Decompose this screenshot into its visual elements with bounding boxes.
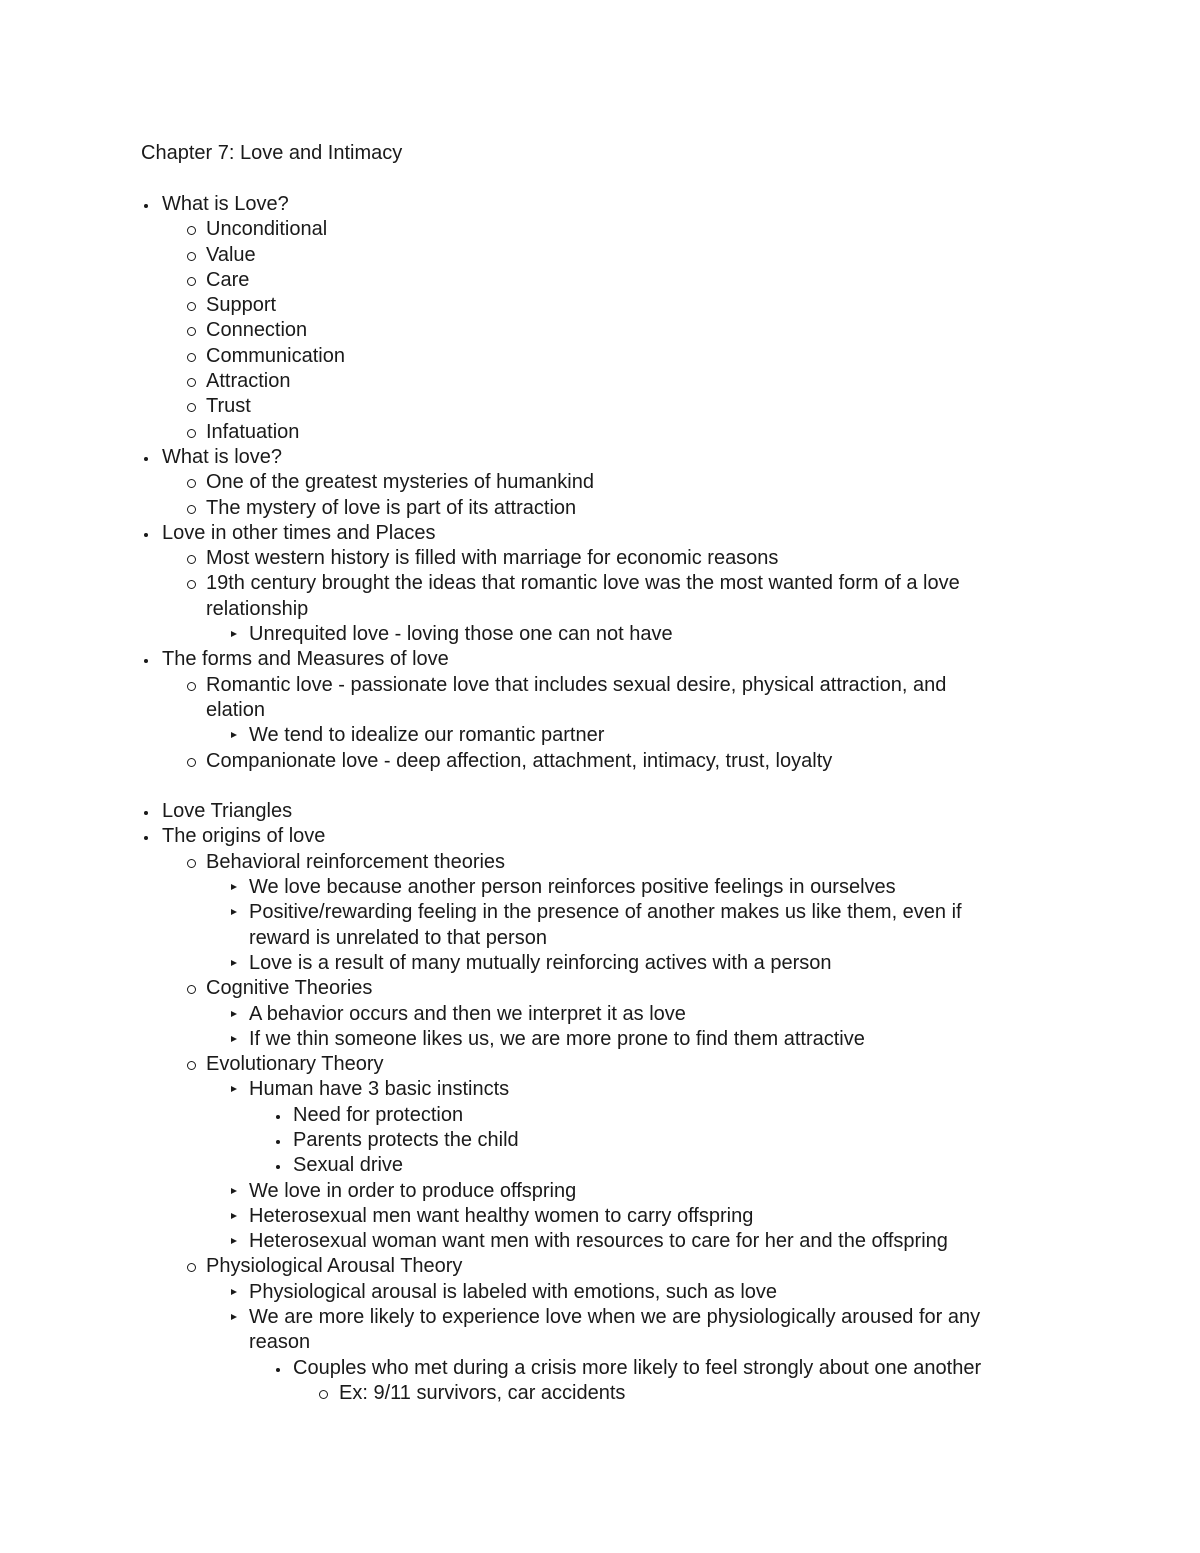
bullet-icon	[183, 850, 199, 875]
list-item	[0, 1153, 1200, 1178]
list-item-text: Behavioral reinforcement theories	[206, 850, 506, 873]
bullet-icon	[226, 951, 242, 976]
list-item-text: Heterosexual woman want men with resources to care for her and the offspring	[249, 1230, 948, 1253]
list-item	[0, 1229, 1200, 1254]
list-item-text: One of the greatest mysteries of humankind	[206, 471, 594, 494]
bullet-icon	[183, 673, 199, 698]
list-item	[0, 192, 1200, 217]
bullet-icon	[183, 243, 199, 268]
list-item-text: The mystery of love is part of its attraction	[206, 496, 577, 519]
bullet-icon	[226, 1077, 242, 1102]
list-item	[0, 926, 1200, 951]
list-item	[0, 470, 1200, 495]
list-item-text: Companionate love - deep affection, attachment, intimacy, trust, loyalty	[206, 749, 833, 772]
list-item	[0, 723, 1200, 748]
list-item	[0, 1128, 1200, 1153]
list-item	[0, 217, 1200, 242]
bullet-icon	[226, 1229, 242, 1254]
list-item	[0, 243, 1200, 268]
bullet-icon	[270, 1128, 286, 1153]
list-item	[0, 496, 1200, 521]
list-item	[0, 850, 1200, 875]
list-item	[0, 420, 1200, 445]
list-item	[0, 749, 1200, 774]
list-item-text: Need for protection	[293, 1103, 464, 1126]
list-item-text: Connection	[206, 319, 308, 342]
list-item	[0, 318, 1200, 343]
list-item-text: Positive/rewarding feeling in the presence of another makes us like them, even if	[249, 901, 962, 924]
list-item-text: Heterosexual men want healthy women to carry offspring	[249, 1204, 754, 1227]
list-item	[0, 900, 1200, 925]
bullet-icon	[226, 1280, 242, 1305]
bullet-icon	[138, 824, 154, 849]
list-item	[0, 394, 1200, 419]
list-item	[0, 1077, 1200, 1102]
list-item	[0, 647, 1200, 672]
list-item-text: We love because another person reinforces positive feelings in ourselves	[249, 876, 896, 899]
bullet-icon	[183, 470, 199, 495]
list-item-text: Love Triangles	[162, 800, 293, 823]
list-item	[0, 268, 1200, 293]
list-item-text: We love in order to produce offspring	[249, 1179, 577, 1202]
list-item-text: Ex: 9/11 survivors, car accidents	[339, 1381, 626, 1404]
bullet-icon	[226, 1179, 242, 1204]
bullet-icon	[270, 1356, 286, 1381]
list-item-text: Sexual drive	[293, 1154, 404, 1177]
list-item	[0, 1052, 1200, 1077]
bullet-icon	[183, 318, 199, 343]
list-item-text: Communication	[206, 344, 345, 367]
list-item	[0, 1204, 1200, 1229]
outline-list	[0, 192, 1200, 1406]
bullet-icon	[226, 875, 242, 900]
list-item-text: Infatuation	[206, 420, 300, 443]
list-item-text: A behavior occurs and then we interpret it as love	[249, 1002, 686, 1025]
bullet-icon	[183, 976, 199, 1001]
list-item	[0, 1002, 1200, 1027]
bullet-icon	[138, 647, 154, 672]
list-item-text: Physiological Arousal Theory	[206, 1255, 463, 1278]
bullet-icon	[226, 723, 242, 748]
list-item-text: Love in other times and Places	[162, 521, 436, 544]
list-item	[0, 1330, 1200, 1355]
bullet-icon	[183, 369, 199, 394]
list-item	[0, 824, 1200, 849]
list-item-text: We tend to idealize our romantic partner	[249, 724, 605, 747]
list-item	[0, 1027, 1200, 1052]
list-item	[0, 445, 1200, 470]
list-item-text: Parents protects the child	[293, 1128, 519, 1151]
list-item-text: The forms and Measures of love	[162, 648, 449, 671]
list-item-text: Romantic love - passionate love that includes sexual desire, physical attraction, and	[206, 673, 947, 696]
bullet-icon	[138, 799, 154, 824]
list-item-text: Unconditional	[206, 218, 328, 241]
list-item	[0, 673, 1200, 698]
bullet-icon	[226, 1027, 242, 1052]
list-item-text: Love is a result of many mutually reinforcing actives with a person	[249, 951, 832, 974]
bullet-icon	[226, 900, 242, 925]
list-item	[0, 951, 1200, 976]
bullet-icon	[138, 521, 154, 546]
list-item	[0, 1356, 1200, 1381]
list-item	[0, 1254, 1200, 1279]
list-item	[0, 875, 1200, 900]
bullet-icon	[183, 571, 199, 596]
list-item	[0, 369, 1200, 394]
list-item	[0, 1179, 1200, 1204]
list-item-text: Value	[206, 243, 256, 266]
bullet-icon	[183, 293, 199, 318]
list-item-text: If we thin someone likes us, we are more prone to find them attractive	[249, 1027, 865, 1050]
list-item-text: What is Love?	[162, 193, 289, 215]
bullet-icon	[183, 344, 199, 369]
list-item-text: What is love?	[162, 445, 283, 468]
list-item-text: Couples who met during a crisis more likely to feel strongly about one another	[293, 1356, 982, 1379]
list-item	[0, 622, 1200, 647]
list-item-text: Trust	[206, 395, 251, 418]
list-item	[0, 293, 1200, 318]
list-item	[0, 698, 1200, 723]
blank-line	[0, 774, 1200, 799]
list-item-text: Cognitive Theories	[206, 977, 373, 1000]
list-item	[0, 571, 1200, 596]
bullet-icon	[183, 217, 199, 242]
bullet-icon	[270, 1153, 286, 1178]
list-item-text: Evolutionary Theory	[206, 1053, 384, 1076]
bullet-icon	[183, 394, 199, 419]
list-item-text: elation	[206, 698, 265, 721]
list-item	[0, 521, 1200, 546]
bullet-icon	[226, 1305, 242, 1330]
bullet-icon	[183, 420, 199, 445]
list-item	[0, 597, 1200, 622]
bullet-icon	[183, 1052, 199, 1077]
list-item-text: Human have 3 basic instincts	[249, 1078, 510, 1101]
list-item	[0, 976, 1200, 1001]
bullet-icon	[183, 268, 199, 293]
list-item-text: reason	[249, 1331, 311, 1354]
bullet-icon	[270, 1103, 286, 1128]
bullet-icon	[226, 1002, 242, 1027]
list-item	[0, 1305, 1200, 1330]
bullet-icon	[183, 496, 199, 521]
bullet-icon	[226, 1204, 242, 1229]
bullet-icon	[183, 1254, 199, 1279]
bullet-icon	[183, 749, 199, 774]
list-item	[0, 1381, 1200, 1406]
list-item-text: The origins of love	[162, 825, 326, 848]
bullet-icon	[315, 1381, 331, 1406]
list-item	[0, 344, 1200, 369]
list-item-text: Most western history is filled with marriage for economic reasons	[206, 547, 779, 570]
list-item-text: We are more likely to experience love when we are physiologically aroused for any	[249, 1306, 981, 1329]
list-item	[0, 546, 1200, 571]
page-title: Chapter 7: Love and Intimacy	[141, 142, 403, 164]
list-item	[0, 1103, 1200, 1128]
list-item-text: Support	[206, 294, 277, 317]
bullet-icon	[138, 445, 154, 470]
bullet-icon	[138, 192, 154, 217]
list-item-text: Care	[206, 268, 250, 291]
list-item-text: Attraction	[206, 370, 291, 393]
list-item-text: relationship	[206, 597, 309, 620]
list-item-text: Unrequited love - loving those one can not have	[249, 623, 673, 646]
list-item	[0, 799, 1200, 824]
list-item-text: Physiological arousal is labeled with emotions, such as love	[249, 1280, 778, 1303]
bullet-icon	[226, 622, 242, 647]
list-item-text: 19th century brought the ideas that romantic love was the most wanted form of a love	[206, 572, 960, 595]
list-item-text: reward is unrelated to that person	[249, 926, 547, 949]
bullet-icon	[183, 546, 199, 571]
list-item	[0, 1280, 1200, 1305]
